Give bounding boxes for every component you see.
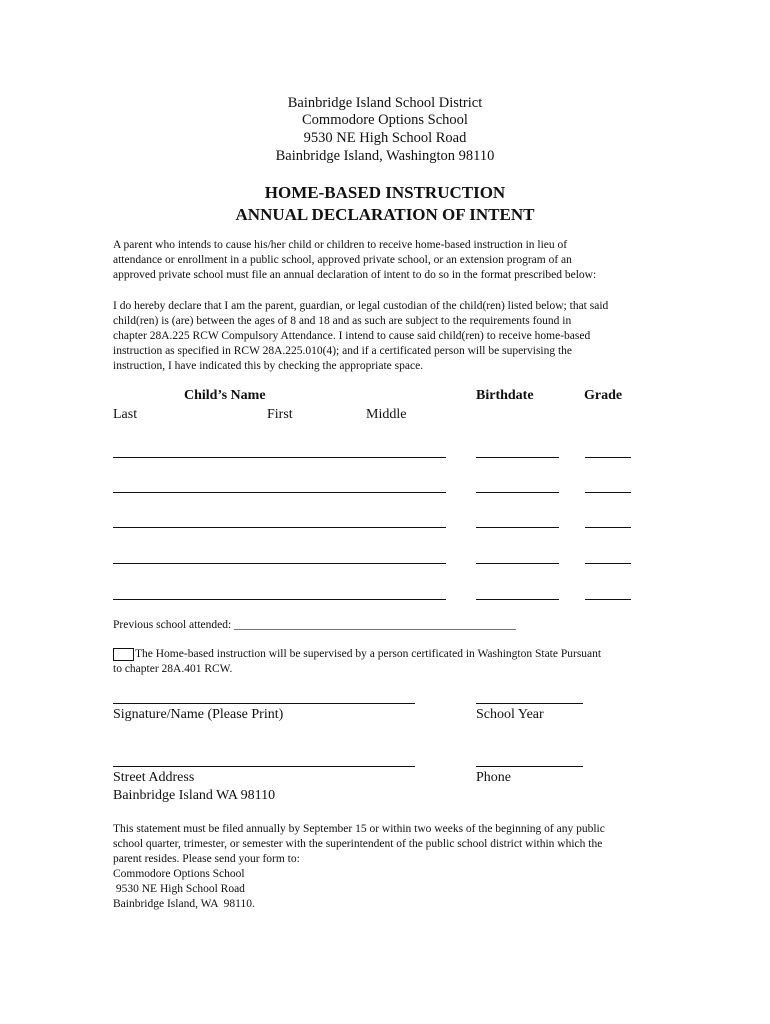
previous-school-field[interactable]: _________________________________________________ xyxy=(234,619,516,631)
grade-header: Grade xyxy=(584,388,623,403)
birthdate-field[interactable] xyxy=(476,492,559,493)
phone-field[interactable] xyxy=(476,766,583,767)
last-name-subheader: Last xyxy=(113,407,138,422)
street-address-label: Street Address xyxy=(113,770,195,785)
certified-text-line: The Home-based instruction will be supervised by a person certificated in Washington State Pursuant xyxy=(135,648,602,660)
intro-line: approved private school must file an annual declaration of intent to do so in the format prescribed below: xyxy=(113,269,597,281)
declaration-line: instruction as specified in RCW 28A.225.010(4); and if a certificated person will be supervising the xyxy=(113,345,573,357)
school-address: 9530 NE High School Road xyxy=(303,130,467,146)
form-title-line1: HOME-BASED INSTRUCTION xyxy=(264,183,506,202)
birthdate-field[interactable] xyxy=(476,599,559,600)
previous-school-label: Previous school attended: xyxy=(113,619,232,631)
grade-field[interactable] xyxy=(585,492,631,493)
child-name-field[interactable] xyxy=(113,527,446,528)
street-address-field[interactable] xyxy=(113,766,415,767)
district-name: Bainbridge Island School District xyxy=(287,95,483,111)
phone-label: Phone xyxy=(476,770,511,785)
birthdate-field[interactable] xyxy=(476,527,559,528)
footer-line: parent resides. Please send your form to: xyxy=(113,853,300,865)
child-name-field[interactable] xyxy=(113,457,446,458)
child-name-field[interactable] xyxy=(113,599,446,600)
birthdate-field[interactable] xyxy=(476,457,559,458)
grade-field[interactable] xyxy=(585,527,631,528)
school-year-field[interactable] xyxy=(476,703,583,704)
grade-field[interactable] xyxy=(585,457,631,458)
certified-supervision-checkbox[interactable] xyxy=(113,648,134,661)
footer-line: school quarter, trimester, or semester with the superintendent of the public school district within which the xyxy=(113,838,603,850)
form-title-line2: ANNUAL DECLARATION OF INTENT xyxy=(235,205,535,224)
birthdate-field[interactable] xyxy=(476,563,559,564)
declaration-line: instruction, I have indicated this by checking the appropriate space. xyxy=(113,360,424,372)
footer-line: This statement must be filed annually by September 15 or within two weeks of the beginning of any public xyxy=(113,823,605,835)
first-name-subheader: First xyxy=(267,407,293,422)
intro-line: A parent who intends to cause his/her child or children to receive home-based instruction in lieu of xyxy=(113,239,568,251)
grade-field[interactable] xyxy=(585,563,631,564)
school-year-label: School Year xyxy=(476,707,544,722)
declaration-line: chapter 28A.225 RCW Compulsory Attendance. I intend to cause said child(ren) to receive home-based xyxy=(113,330,591,342)
birthdate-header: Birthdate xyxy=(476,388,534,403)
footer-address-line: Bainbridge Island, WA 98110. xyxy=(113,898,255,910)
city-state-zip: Bainbridge Island WA 98110 xyxy=(113,788,276,803)
signature-label: Signature/Name (Please Print) xyxy=(113,707,284,722)
child-name-field[interactable] xyxy=(113,492,446,493)
signature-field[interactable] xyxy=(113,703,415,704)
previous-school-line xyxy=(113,618,516,633)
declaration-line: child(ren) is (are) between the ages of 8 and 18 and as such are subject to the requirements found in xyxy=(113,315,572,327)
school-name: Commodore Options School xyxy=(302,112,468,128)
footer-address-line: Commodore Options School xyxy=(113,868,245,880)
certified-text-line: to chapter 28A.401 RCW. xyxy=(113,663,233,675)
school-city: Bainbridge Island, Washington 98110 xyxy=(275,148,495,164)
declaration-line: I do hereby declare that I am the parent, guardian, or legal custodian of the child(ren) listed below; that said xyxy=(113,300,609,312)
intro-line: attendance or enrollment in a public school, approved private school, or an extension program of an xyxy=(113,254,572,266)
child-name-field[interactable] xyxy=(113,563,446,564)
childs-name-header: Child’s Name xyxy=(184,388,266,403)
footer-address-line: 9530 NE High School Road xyxy=(113,883,245,895)
middle-name-subheader: Middle xyxy=(366,407,407,422)
grade-field[interactable] xyxy=(585,599,631,600)
